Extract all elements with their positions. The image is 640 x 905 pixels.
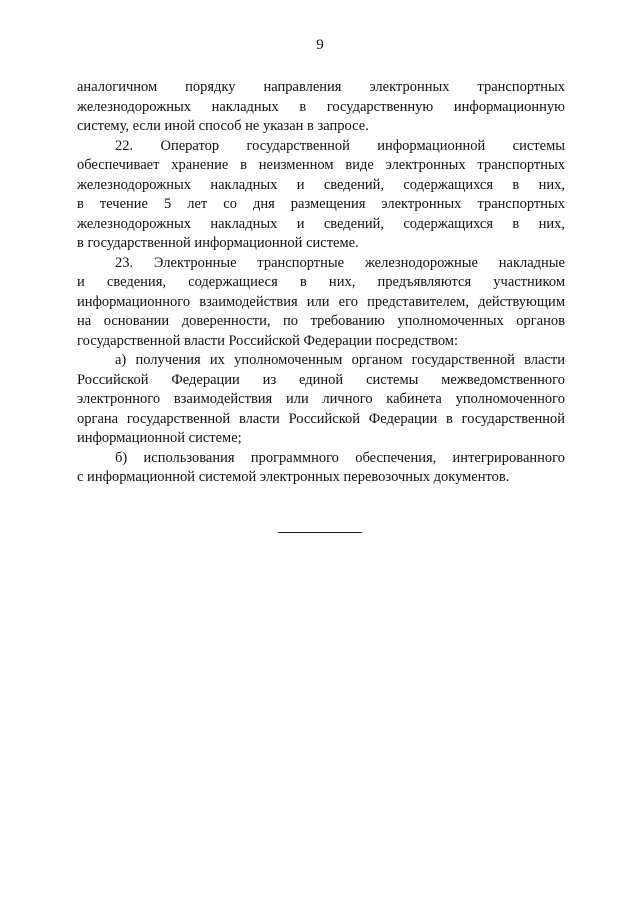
text-line: 22. Оператор государственной информационной системы (115, 137, 565, 154)
text-line: государственной власти Российской Федерации посредством: (77, 332, 459, 349)
text-line: с информационной системой электронных перевозочных документов. (77, 469, 510, 485)
subparagraph-b (77, 449, 565, 488)
text-line: Российской Федерации из единой системы межведомственного (77, 371, 565, 388)
text-line: обеспечивает хранение в неизменном виде электронных транспортных (77, 157, 565, 173)
text-line: аналогичном порядку направления электронных транспортных (77, 79, 565, 95)
text-line: и сведения, содержащиеся в них, предъявляются участником (77, 274, 565, 290)
text-line: а) получения их уполномоченным органом государственной власти (115, 352, 565, 368)
subparagraph-a (77, 351, 565, 449)
text-line: электронного взаимодействия или личного кабинета уполномоченного (77, 391, 565, 407)
end-separator-line (278, 532, 362, 533)
text-line: железнодорожных накладных и сведений, содержащихся в них, (77, 176, 565, 193)
text-line: органа государственной власти Российской Федерации в государственной (77, 410, 565, 427)
text-line: в государственной информационной системе. (77, 235, 359, 251)
text-line: железнодорожных накладных и сведений, содержащихся в них, (77, 215, 565, 232)
text-line: железнодорожных накладных в государственную информационную (77, 98, 565, 115)
paragraph-23 (77, 254, 565, 352)
text-line: информационного взаимодействия или его представителем, действующим (77, 293, 565, 310)
paragraph-continuation (77, 78, 565, 137)
text-line: 23. Электронные транспортные железнодорожные накладные (115, 254, 565, 271)
document-body (77, 78, 565, 488)
text-line: систему, если иной способ не указан в запросе. (77, 118, 369, 134)
page-number: 9 (316, 37, 324, 53)
text-line: на основании доверенности, по требованию уполномоченных органов (77, 313, 565, 329)
text-line: информационной системе; (77, 430, 242, 446)
paragraph-22 (77, 137, 565, 254)
text-line: б) использования программного обеспечения, интегрированного (115, 449, 565, 466)
text-line: в течение 5 лет со дня размещения электронных транспортных (77, 196, 565, 212)
